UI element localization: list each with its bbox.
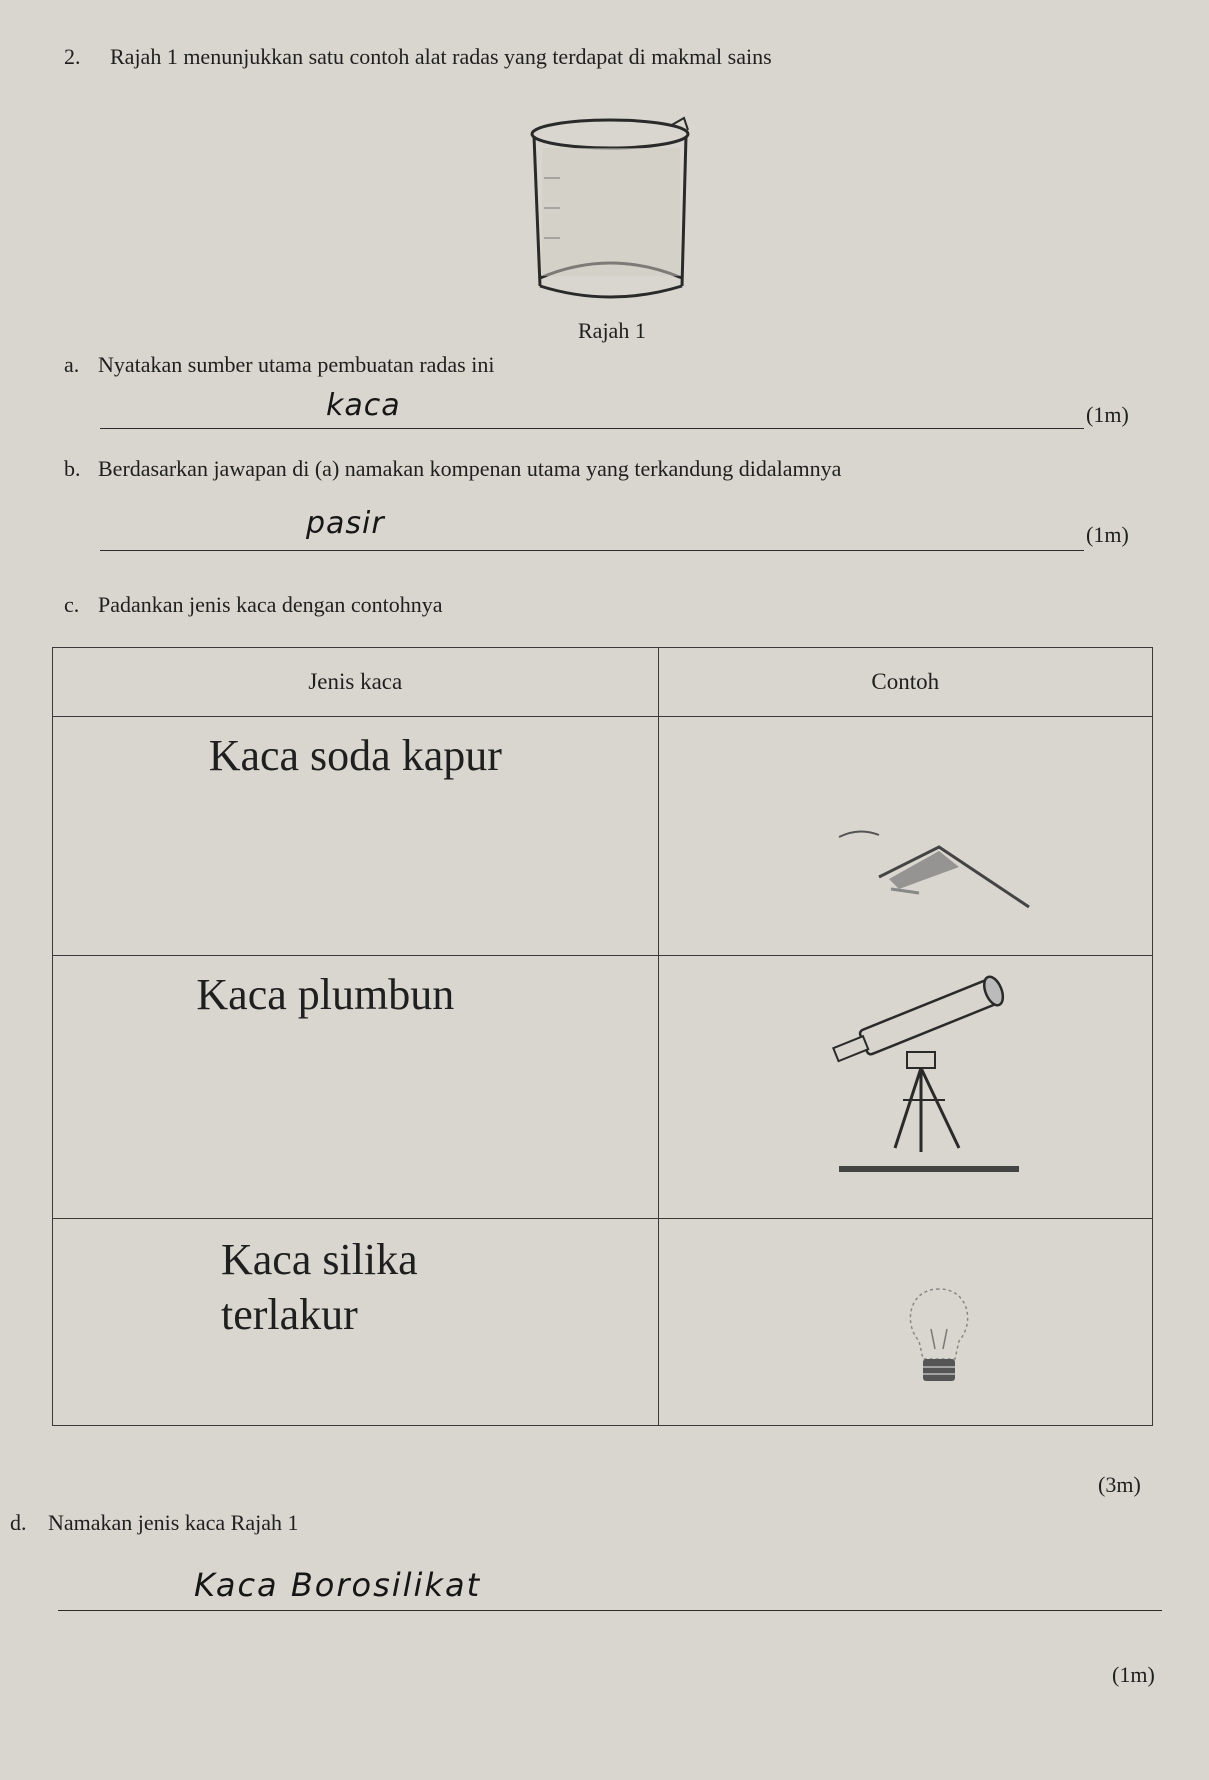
light-bulb-icon [889,1279,989,1399]
part-c-marks: (3m) [1098,1472,1141,1497]
question-number: 2. [64,44,81,69]
part-b-text: Berdasarkan jawapan di (a) namakan kompenan utama yang terkandung didalamnya [98,456,842,481]
part-c-label: c. [64,592,80,617]
figure-caption: Rajah 1 [578,318,646,343]
telescope-icon [799,970,1039,1200]
part-a-text: Nyatakan sumber utama pembuatan radas ini [98,352,495,377]
table-row [53,1219,1153,1426]
part-d-marks: (1m) [1112,1662,1155,1687]
mirror-icon [829,817,1129,937]
glass-type-cell [53,1219,659,1426]
header-jenis-kaca: Jenis kaca [53,648,659,717]
beaker-icon [520,108,700,308]
header-contoh: Contoh [658,648,1152,717]
glass-type-lead: Kaca plumbun [196,970,455,1019]
table-row [53,956,1153,1219]
glass-type-table [52,647,1153,1426]
part-a-label: a. [64,352,80,377]
part-d-answer: Kaca Borosilikat [194,1566,482,1604]
part-a-marks: (1m) [1086,402,1129,427]
table-row [53,717,1153,956]
part-d-answer-line [58,1610,1162,1611]
glass-type-fused-silica-line1: Kaca silika [221,1235,418,1284]
part-c-text: Padankan jenis kaca dengan contohnya [98,592,443,617]
question-intro: Rajah 1 menunjukkan satu contoh alat radas yang terdapat di makmal sains [110,44,772,69]
part-b-answer-line [100,550,1084,551]
part-d-text: Namakan jenis kaca Rajah 1 [48,1510,299,1535]
part-b-label: b. [64,456,81,481]
part-a-answer: kaca [326,388,401,423]
example-cell [658,1219,1152,1426]
glass-type-cell [53,956,659,1219]
table-header-row [53,648,1153,717]
part-d-label: d. [10,1510,27,1535]
part-a-answer-line [100,428,1084,429]
part-b-answer: pasir [306,506,385,541]
glass-type-soda-lime: Kaca soda kapur [208,731,502,780]
example-cell [658,956,1152,1219]
part-b-marks: (1m) [1086,522,1129,547]
glass-type-fused-silica-line2: terlakur [221,1289,358,1339]
example-cell [658,717,1152,956]
glass-type-cell [53,717,659,956]
